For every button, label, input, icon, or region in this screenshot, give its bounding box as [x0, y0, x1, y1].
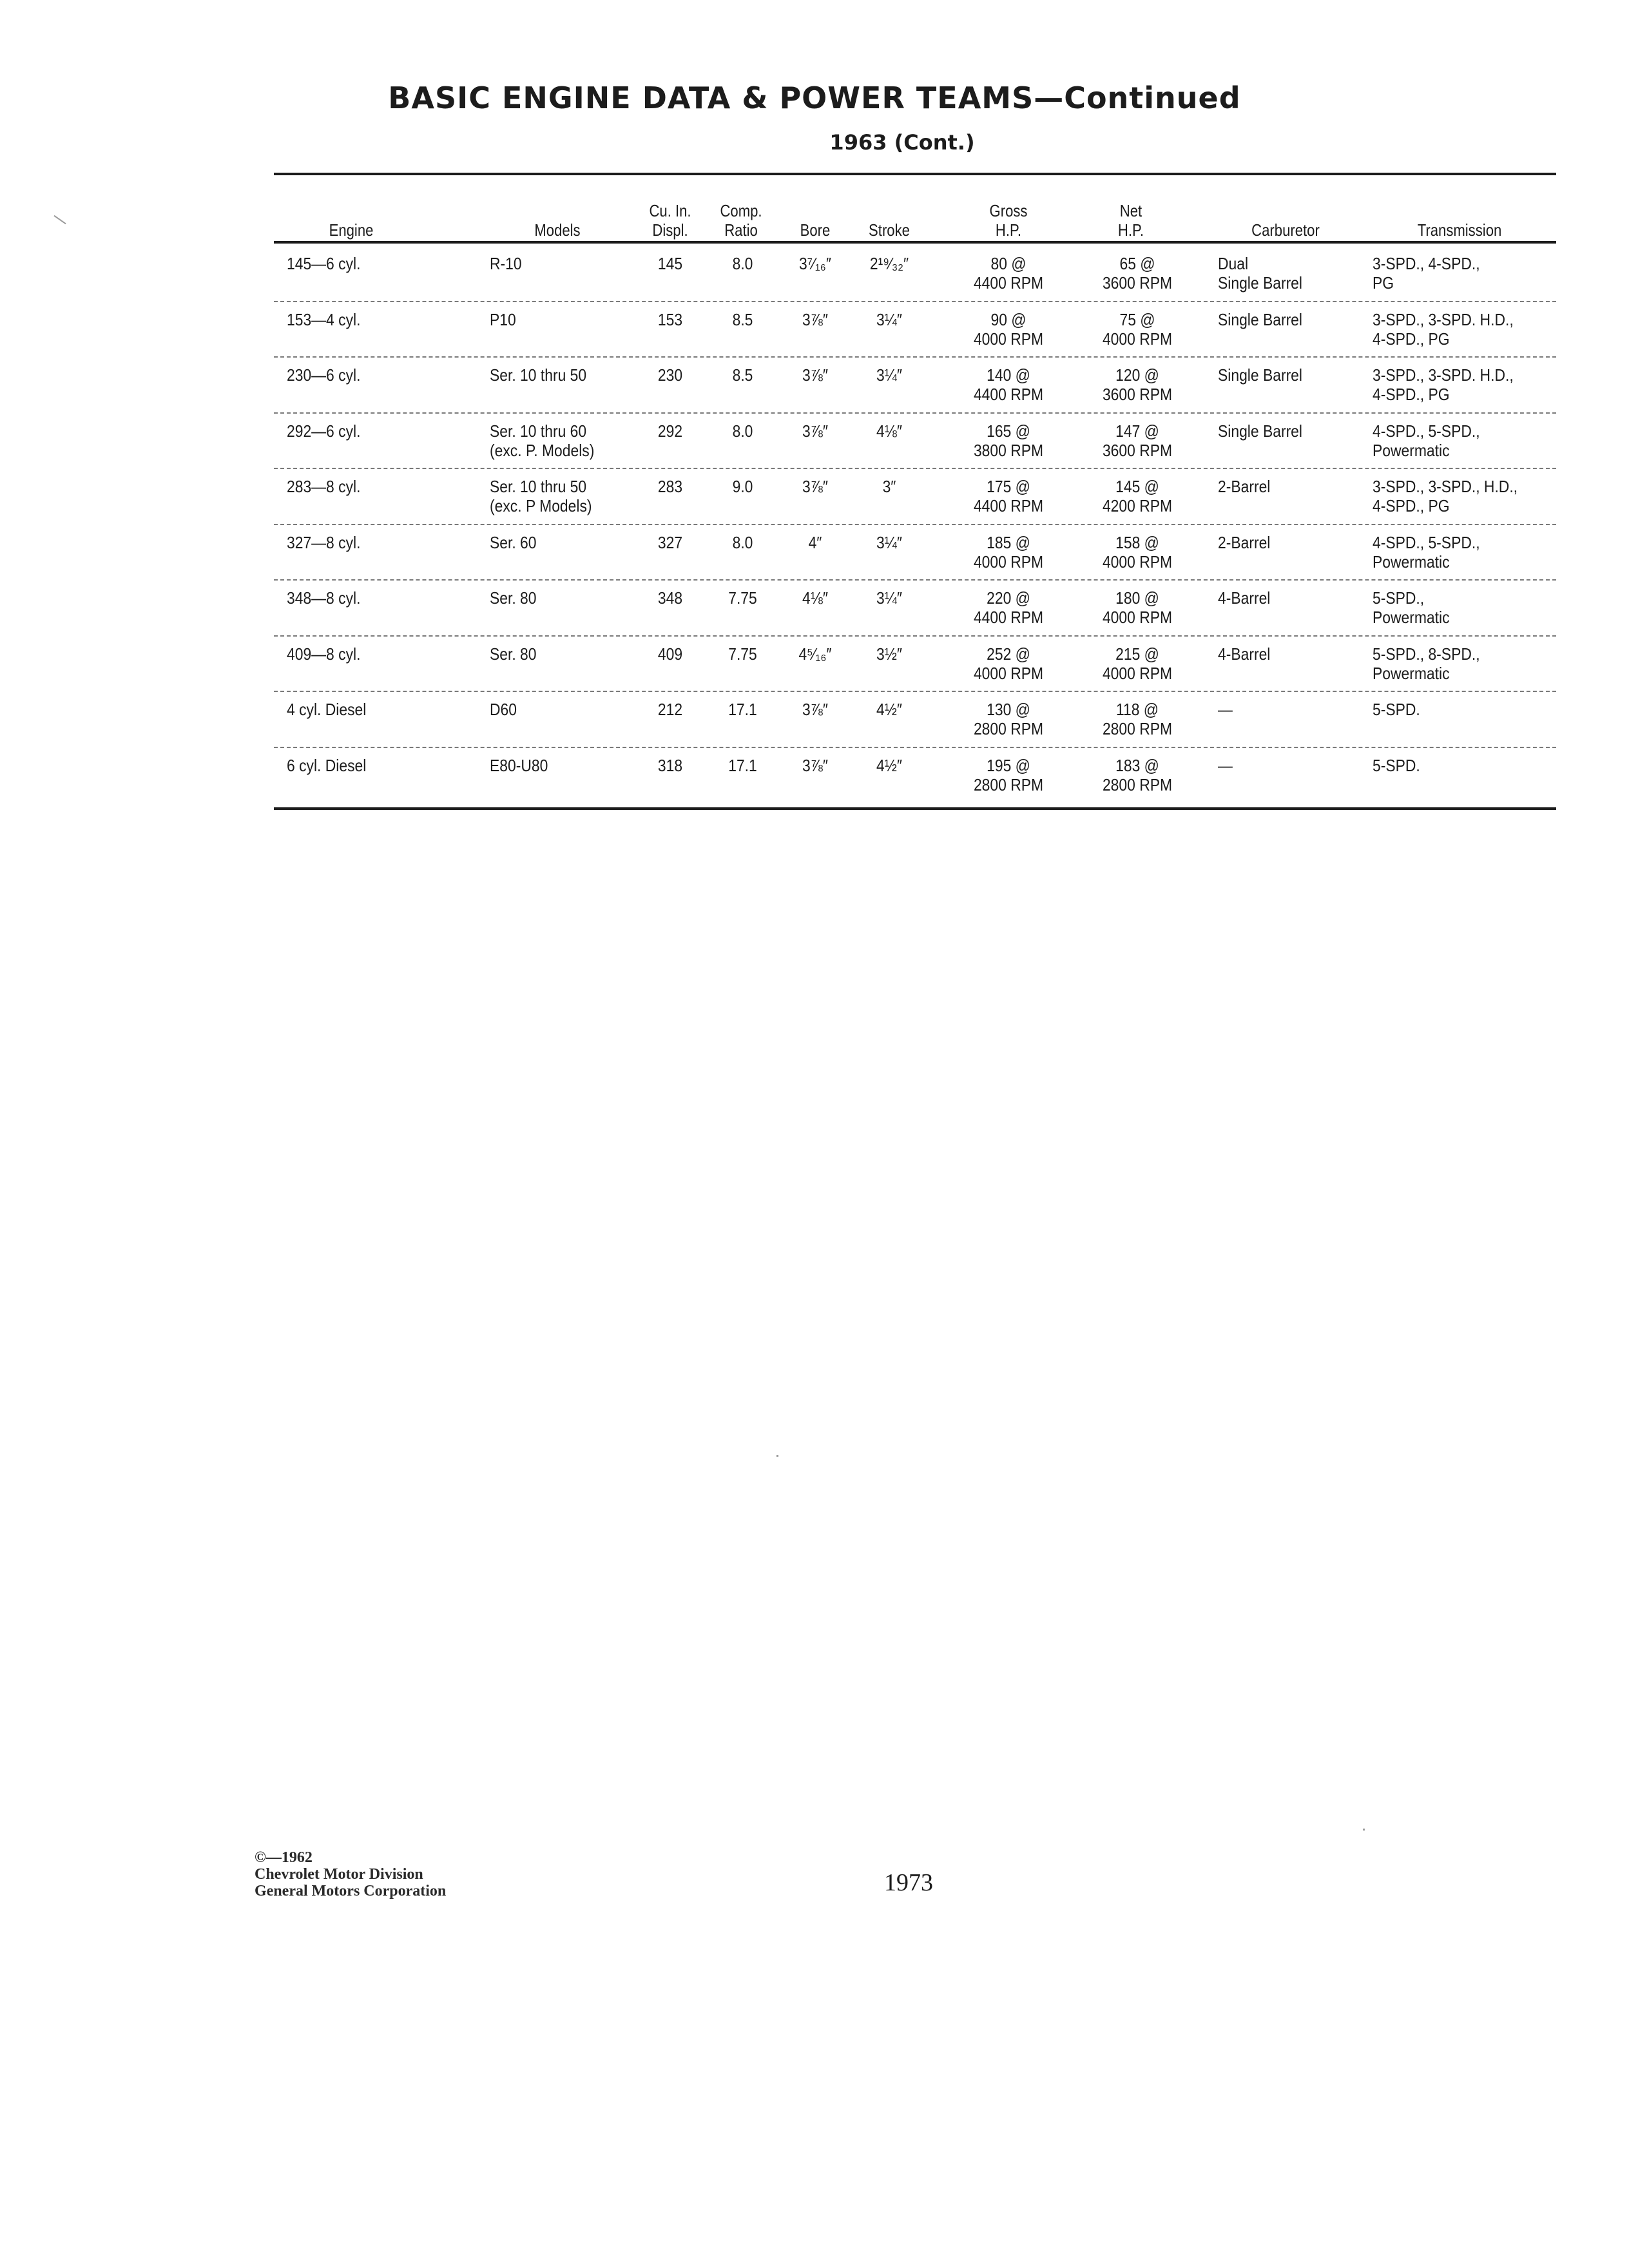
cell-bore: 3⅞″	[802, 365, 828, 385]
cell-line: 5-SPD.	[1373, 700, 1420, 719]
column-header	[973, 201, 1045, 240]
cell-gross	[960, 365, 1057, 404]
cell-bore: 3⅞″	[802, 309, 828, 329]
cell-line: Single Barrel	[1218, 273, 1302, 293]
cell-trans	[1373, 421, 1531, 460]
cell-engine: 348—8 cyl.	[287, 588, 361, 608]
cell-gross	[960, 310, 1057, 349]
cell-line: Dual	[1218, 254, 1249, 273]
table-row	[274, 637, 1556, 693]
cell-net	[1089, 365, 1186, 404]
cell-bore: 3⅞″	[802, 700, 828, 719]
cell-displ: 283	[657, 477, 683, 496]
cell-gross	[960, 533, 1057, 572]
cell-models	[490, 254, 609, 273]
cell-line: 5-SPD.	[1373, 755, 1420, 775]
cell-stroke: 4½″	[876, 700, 902, 719]
cell-carb	[1218, 421, 1343, 441]
column-header-label: Carburetor	[1251, 220, 1320, 240]
cell-line: 4-SPD., 5-SPD.,	[1373, 532, 1480, 552]
cell-net	[1089, 588, 1186, 627]
cell-stroke: 3¼″	[876, 532, 902, 552]
page-number: 1973	[884, 1869, 933, 1896]
cell-line: 80 @	[990, 254, 1027, 273]
cell-net	[1089, 254, 1186, 293]
cell-line: 4200 RPM	[1102, 496, 1173, 515]
cell-line: 175 @	[987, 477, 1030, 496]
cell-trans	[1373, 700, 1531, 719]
column-header-label: Models	[534, 220, 581, 240]
column-header-label: Transmission	[1417, 220, 1502, 240]
cell-carb	[1218, 644, 1343, 664]
cell-net	[1089, 644, 1186, 683]
cell-models	[490, 756, 609, 775]
column-header-label: Stroke	[869, 220, 910, 240]
column-header	[296, 201, 406, 240]
cell-line: 2800 RPM	[1102, 774, 1173, 794]
column-header	[1095, 201, 1167, 240]
cell-line: 183 @	[1115, 755, 1159, 775]
cell-line: 4000 RPM	[1102, 663, 1173, 683]
cell-engine: 153—4 cyl.	[287, 309, 361, 329]
corporation-text: General Motors Corporation	[255, 1883, 447, 1899]
cell-line: 4000 RPM	[1102, 552, 1173, 572]
cell-trans	[1373, 588, 1531, 627]
cell-trans	[1373, 477, 1531, 515]
cell-line: Powermatic	[1373, 663, 1450, 683]
cell-line: 3800 RPM	[973, 440, 1044, 460]
cell-line: 4400 RPM	[973, 608, 1044, 627]
cell-line: 2-Barrel	[1218, 532, 1271, 552]
cell-line: 165 @	[987, 421, 1030, 441]
cell-engine: 6 cyl. Diesel	[287, 755, 367, 775]
cell-trans	[1373, 533, 1531, 572]
cell-line: Powermatic	[1373, 608, 1450, 627]
cell-trans	[1373, 254, 1531, 293]
cell-net	[1089, 421, 1186, 460]
cell-line: D60	[490, 700, 517, 719]
cell-line: 3600 RPM	[1102, 385, 1173, 404]
table-row	[274, 358, 1556, 414]
cell-line: 2800 RPM	[973, 719, 1044, 738]
cell-displ: 212	[657, 700, 683, 719]
column-header-line: Gross	[989, 201, 1028, 220]
cell-line: 120 @	[1115, 365, 1159, 385]
cell-ratio: 7.75	[728, 588, 757, 608]
cell-line: 3-SPD., 3-SPD., H.D.,	[1373, 477, 1518, 496]
cell-displ: 230	[657, 365, 683, 385]
cell-line: 185 @	[987, 532, 1030, 552]
cell-trans	[1373, 365, 1531, 404]
cell-models	[490, 588, 609, 608]
cell-line: 4-Barrel	[1218, 588, 1271, 608]
cell-bore: 3⅞″	[802, 755, 828, 775]
column-header-line	[296, 201, 406, 220]
table-header-rule	[274, 241, 1556, 244]
cell-models	[490, 310, 609, 329]
column-header	[788, 201, 843, 240]
column-header-line: Comp.	[720, 201, 762, 220]
cell-line: 2800 RPM	[1102, 719, 1173, 738]
cell-ratio: 8.0	[732, 421, 753, 441]
column-header-line	[788, 201, 843, 220]
cell-gross	[960, 477, 1057, 515]
cell-line: PG	[1373, 273, 1394, 293]
cell-net	[1089, 477, 1186, 515]
cell-line: Single Barrel	[1218, 421, 1302, 441]
cell-net	[1089, 533, 1186, 572]
cell-line: 3600 RPM	[1102, 440, 1173, 460]
cell-line: Powermatic	[1373, 440, 1450, 460]
cell-ratio: 8.5	[732, 365, 753, 385]
table-row	[274, 525, 1556, 581]
cell-line: 215 @	[1115, 644, 1159, 664]
cell-line: Single Barrel	[1218, 309, 1302, 329]
cell-line: 158 @	[1115, 532, 1159, 552]
cell-ratio: 17.1	[728, 755, 757, 775]
column-header-label: Ratio	[724, 220, 758, 240]
division-text: Chevrolet Motor Division	[255, 1866, 423, 1883]
cell-line: 130 @	[987, 700, 1030, 719]
cell-stroke: 3¼″	[876, 309, 902, 329]
cell-line: 4-Barrel	[1218, 644, 1271, 664]
column-header	[1383, 201, 1536, 240]
cell-displ: 409	[657, 644, 683, 664]
cell-engine: 327—8 cyl.	[287, 532, 361, 552]
cell-line: 4-SPD., PG	[1373, 329, 1450, 349]
cell-line: P10	[490, 309, 516, 329]
cell-models	[490, 365, 609, 385]
cell-line: Ser. 80	[490, 644, 537, 664]
cell-carb	[1218, 254, 1343, 293]
column-header-label: Bore	[800, 220, 831, 240]
cell-ratio: 9.0	[732, 477, 753, 496]
table-header	[274, 177, 1556, 246]
cell-line: Ser. 10 thru 60	[490, 421, 587, 441]
cell-line: Powermatic	[1373, 552, 1450, 572]
cell-gross	[960, 588, 1057, 627]
table-row	[274, 302, 1556, 358]
scan-speck	[1363, 1829, 1365, 1831]
cell-carb	[1218, 365, 1343, 385]
table-body	[274, 246, 1556, 803]
cell-bore: 3⅞″	[802, 421, 828, 441]
cell-line: 220 @	[987, 588, 1030, 608]
cell-ratio: 8.0	[732, 532, 753, 552]
cell-trans	[1373, 644, 1531, 683]
cell-gross	[960, 254, 1057, 293]
cell-line: 4400 RPM	[973, 385, 1044, 404]
cell-line: Ser. 80	[490, 588, 537, 608]
cell-line: 5-SPD., 8-SPD.,	[1373, 644, 1480, 664]
cell-gross	[960, 756, 1057, 794]
column-header	[1226, 201, 1346, 240]
column-header-line	[1226, 201, 1346, 220]
cell-stroke: 3¼″	[876, 365, 902, 385]
cell-ratio: 8.0	[732, 254, 753, 273]
cell-stroke: 3″	[882, 477, 896, 496]
cell-engine: 283—8 cyl.	[287, 477, 361, 496]
scan-mark	[53, 215, 66, 224]
cell-net	[1089, 700, 1186, 738]
cell-line: E80-U80	[490, 755, 548, 775]
cell-line: 4000 RPM	[1102, 329, 1173, 349]
cell-line: 4-SPD., PG	[1373, 496, 1450, 515]
cell-line: 147 @	[1115, 421, 1159, 441]
cell-bore: 4⅛″	[802, 588, 828, 608]
table-top-rule	[274, 173, 1556, 175]
cell-stroke: 3½″	[876, 644, 902, 664]
column-header-line	[859, 201, 920, 220]
cell-stroke: 3¼″	[876, 588, 902, 608]
cell-line: Ser. 10 thru 50	[490, 365, 587, 385]
cell-line: 4400 RPM	[973, 273, 1044, 293]
cell-line: 195 @	[987, 755, 1030, 775]
cell-line: Ser. 10 thru 50	[490, 477, 587, 496]
cell-net	[1089, 310, 1186, 349]
column-header-label: H.P.	[995, 220, 1022, 240]
cell-models	[490, 421, 609, 460]
cell-line: Ser. 60	[490, 532, 537, 552]
cell-ratio: 17.1	[728, 700, 757, 719]
cell-engine: 145—6 cyl.	[287, 254, 361, 273]
cell-bore: 3⅞″	[802, 477, 828, 496]
cell-displ: 318	[657, 755, 683, 775]
cell-displ: 153	[657, 309, 683, 329]
cell-line: 4400 RPM	[973, 496, 1044, 515]
cell-line: 118 @	[1115, 700, 1159, 719]
column-header	[711, 201, 771, 240]
table-row	[274, 246, 1556, 302]
cell-ratio: 7.75	[728, 644, 757, 664]
cell-carb	[1218, 756, 1343, 775]
cell-models	[490, 700, 609, 719]
cell-line: 4-SPD., 5-SPD.,	[1373, 421, 1480, 441]
cell-line: 145 @	[1115, 477, 1159, 496]
cell-line: 2-Barrel	[1218, 477, 1271, 496]
cell-carb	[1218, 700, 1343, 719]
column-header-line	[500, 201, 615, 220]
cell-line: R-10	[490, 254, 522, 273]
cell-models	[490, 477, 609, 515]
cell-line: 90 @	[990, 309, 1027, 329]
column-header-label: Displ.	[652, 220, 688, 240]
cell-line: 65 @	[1119, 254, 1155, 273]
cell-line: 75 @	[1119, 309, 1155, 329]
column-header	[640, 201, 700, 240]
cell-carb	[1218, 533, 1343, 552]
cell-bore: 3⁷⁄₁₆″	[799, 254, 831, 273]
table-row	[274, 692, 1556, 748]
cell-line: 140 @	[987, 365, 1030, 385]
cell-gross	[960, 700, 1057, 738]
table-bottom-rule	[274, 807, 1556, 810]
table-row	[274, 748, 1556, 804]
column-header-label: H.P.	[1117, 220, 1144, 240]
cell-stroke: 4½″	[876, 755, 902, 775]
column-header-label: Engine	[329, 220, 374, 240]
cell-line: 252 @	[987, 644, 1030, 664]
cell-line: 3-SPD., 3-SPD. H.D.,	[1373, 309, 1514, 329]
cell-stroke: 4⅛″	[876, 421, 902, 441]
cell-models	[490, 533, 609, 552]
column-header-line	[1383, 201, 1536, 220]
cell-carb	[1218, 477, 1343, 496]
cell-displ: 292	[657, 421, 683, 441]
cell-displ: 348	[657, 588, 683, 608]
cell-carb	[1218, 588, 1343, 608]
column-header-line: Net	[1119, 201, 1142, 220]
cell-engine: 292—6 cyl.	[287, 421, 361, 441]
cell-carb	[1218, 310, 1343, 329]
copyright-text: ©—1962	[255, 1849, 313, 1866]
cell-engine: 230—6 cyl.	[287, 365, 361, 385]
table-row	[274, 469, 1556, 525]
cell-line: Single Barrel	[1218, 365, 1302, 385]
cell-gross	[960, 644, 1057, 683]
cell-net	[1089, 756, 1186, 794]
cell-models	[490, 644, 609, 664]
cell-line: —	[1218, 755, 1233, 775]
cell-line: 4000 RPM	[973, 329, 1044, 349]
cell-line: 3-SPD., 3-SPD. H.D.,	[1373, 365, 1514, 385]
table-row	[274, 581, 1556, 637]
cell-line: 3600 RPM	[1102, 273, 1173, 293]
cell-gross	[960, 421, 1057, 460]
cell-line: (exc. P. Models)	[490, 440, 595, 460]
cell-trans	[1373, 756, 1531, 775]
publisher-credit	[255, 1849, 446, 1899]
cell-trans	[1373, 310, 1531, 349]
cell-line: 4000 RPM	[1102, 608, 1173, 627]
cell-line: 180 @	[1115, 588, 1159, 608]
column-header	[500, 201, 615, 240]
cell-bore: 4⁵⁄₁₆″	[798, 644, 832, 664]
cell-engine: 409—8 cyl.	[287, 644, 361, 664]
page-subtitle: 1963 (Cont.)	[829, 130, 975, 155]
cell-line: 4000 RPM	[973, 552, 1044, 572]
cell-bore: 4″	[808, 532, 822, 552]
cell-line: 4-SPD., PG	[1373, 385, 1450, 404]
page-title: BASIC ENGINE DATA & POWER TEAMS—Continued	[388, 81, 1241, 115]
column-header-line: Cu. In.	[649, 201, 691, 220]
cell-line: —	[1218, 700, 1233, 719]
cell-line: 4000 RPM	[973, 663, 1044, 683]
cell-line: (exc. P Models)	[490, 496, 592, 515]
table-row	[274, 414, 1556, 470]
cell-ratio: 8.5	[732, 309, 753, 329]
scan-speck	[776, 1455, 778, 1457]
cell-line: 5-SPD.,	[1373, 588, 1425, 608]
cell-line: 3-SPD., 4-SPD.,	[1373, 254, 1480, 273]
cell-stroke: 2¹⁹⁄₃₂″	[869, 254, 909, 273]
cell-displ: 145	[657, 254, 683, 273]
cell-engine: 4 cyl. Diesel	[287, 700, 367, 719]
column-header	[859, 201, 920, 240]
cell-line: 2800 RPM	[973, 774, 1044, 794]
cell-displ: 327	[657, 532, 683, 552]
